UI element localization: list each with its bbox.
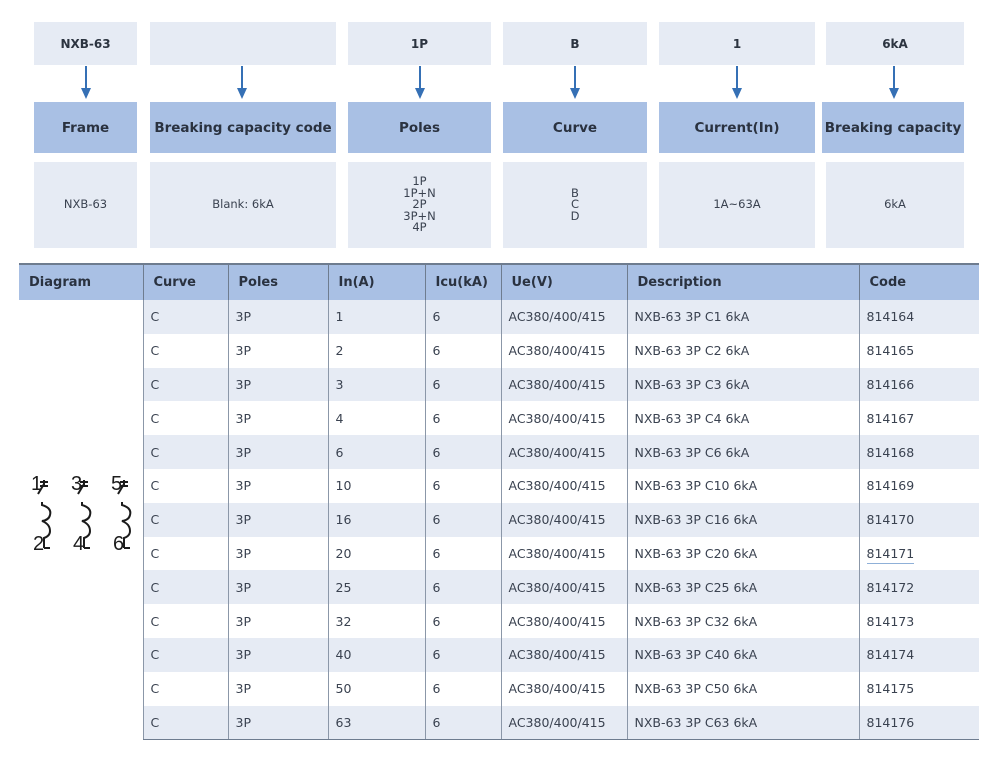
cell-icu: 6 xyxy=(425,368,501,402)
cell-ue: AC380/400/415 xyxy=(501,469,627,503)
cell-ue: AC380/400/415 xyxy=(501,706,627,740)
cell-in: 25 xyxy=(328,570,425,604)
cell-poles: 3P xyxy=(228,537,328,571)
cell-curve: C xyxy=(143,604,228,638)
cell-curve: C xyxy=(143,570,228,604)
table-row xyxy=(19,401,979,435)
cell-poles: 3P xyxy=(228,638,328,672)
wiring-diagram xyxy=(19,300,143,739)
header-current: Current(In) xyxy=(659,102,815,153)
table-row xyxy=(19,469,979,503)
cell-ue: AC380/400/415 xyxy=(501,570,627,604)
cell-in: 63 xyxy=(328,706,425,740)
cell-code: 814165 xyxy=(859,334,979,368)
value-text: 1P+N xyxy=(403,185,436,200)
column-header: Curve xyxy=(143,264,228,300)
cell-ue: AC380/400/415 xyxy=(501,537,627,571)
code-breaking-capacity: 6kA xyxy=(826,22,964,65)
cell-icu: 6 xyxy=(425,638,501,672)
cell-icu: 6 xyxy=(425,435,501,469)
value-text: B xyxy=(571,185,579,200)
cell-curve: C xyxy=(143,469,228,503)
cell-description: NXB-63 3P C32 6kA xyxy=(627,604,859,638)
cell-ue: AC380/400/415 xyxy=(501,401,627,435)
cell-curve: C xyxy=(143,435,228,469)
cell-description: NXB-63 3P C3 6kA xyxy=(627,368,859,402)
table-row xyxy=(19,706,979,740)
header-breaking-capacity: Breaking capacity xyxy=(822,102,964,153)
cell-description: NXB-63 3P C2 6kA xyxy=(627,334,859,368)
value-text: 3P+N xyxy=(403,208,436,223)
cell-code: 814170 xyxy=(859,503,979,537)
cell-description: NXB-63 3P C10 6kA xyxy=(627,469,859,503)
cell-in: 20 xyxy=(328,537,425,571)
terminal-label: 1 xyxy=(31,473,43,496)
cell-code xyxy=(859,537,979,571)
cell-in: 4 xyxy=(328,401,425,435)
cell-description: NXB-63 3P C25 6kA xyxy=(627,570,859,604)
column-header: In(A) xyxy=(328,264,425,300)
cell-in: 40 xyxy=(328,638,425,672)
cell-in: 3 xyxy=(328,368,425,402)
cell-icu: 6 xyxy=(425,300,501,334)
down-arrow-icon xyxy=(415,66,425,100)
code-poles: 1P xyxy=(348,22,491,65)
cell-icu: 6 xyxy=(425,604,501,638)
value-text: 4P xyxy=(412,220,427,235)
cell-curve: C xyxy=(143,638,228,672)
cell-icu: 6 xyxy=(425,503,501,537)
cell-ue: AC380/400/415 xyxy=(501,604,627,638)
cell-curve: C xyxy=(143,368,228,402)
value-text: D xyxy=(570,208,580,223)
terminal-label: 4 xyxy=(73,533,85,556)
header-breaking-capacity-code: Breaking capacity code xyxy=(150,102,336,153)
code-curve: B xyxy=(503,22,647,65)
terminal-label: 6 xyxy=(113,533,125,556)
terminal-label: 3 xyxy=(71,473,83,496)
cell-in: 32 xyxy=(328,604,425,638)
cell-code: 814166 xyxy=(859,368,979,402)
cell-poles: 3P xyxy=(228,570,328,604)
table-row xyxy=(19,334,979,368)
value-curve xyxy=(503,162,647,248)
cell-poles: 3P xyxy=(228,706,328,740)
down-arrow-icon xyxy=(81,66,91,100)
cell-code: 814174 xyxy=(859,638,979,672)
table-row xyxy=(19,435,979,469)
table-row xyxy=(19,638,979,672)
cell-in: 1 xyxy=(328,300,425,334)
value-text: 2P xyxy=(412,197,427,212)
header-poles: Poles xyxy=(348,102,491,153)
terminal-label: 5 xyxy=(111,473,123,496)
cell-icu: 6 xyxy=(425,537,501,571)
cell-curve: C xyxy=(143,334,228,368)
cell-code: 814169 xyxy=(859,469,979,503)
value-current xyxy=(659,162,815,248)
header-curve: Curve xyxy=(503,102,647,153)
cell-icu: 6 xyxy=(425,570,501,604)
cell-curve: C xyxy=(143,672,228,706)
cell-code: 814172 xyxy=(859,570,979,604)
cell-description: NXB-63 3P C20 6kA xyxy=(627,537,859,571)
value-poles xyxy=(348,162,491,248)
cell-poles: 3P xyxy=(228,300,328,334)
terminal-label: 2 xyxy=(33,533,45,556)
cell-curve: C xyxy=(143,503,228,537)
cell-poles: 3P xyxy=(228,401,328,435)
down-arrow-icon xyxy=(237,66,247,100)
value-text: 1P xyxy=(412,174,427,189)
three-pole-breaker-diagram-icon xyxy=(19,458,143,578)
cell-ue: AC380/400/415 xyxy=(501,300,627,334)
table-row xyxy=(19,300,979,334)
cell-description: NXB-63 3P C1 6kA xyxy=(627,300,859,334)
cell-description: NXB-63 3P C16 6kA xyxy=(627,503,859,537)
cell-description: NXB-63 3P C40 6kA xyxy=(627,638,859,672)
code-text: 814171 xyxy=(867,546,915,564)
cell-description: NXB-63 3P C50 6kA xyxy=(627,672,859,706)
table-row xyxy=(19,368,979,402)
value-frame xyxy=(34,162,137,248)
table-row xyxy=(19,503,979,537)
cell-code: 814168 xyxy=(859,435,979,469)
value-text: 1A~63A xyxy=(713,197,761,212)
column-header: Code xyxy=(859,264,979,300)
value-text: Blank: 6kA xyxy=(212,197,274,212)
cell-ue: AC380/400/415 xyxy=(501,334,627,368)
table-row xyxy=(19,604,979,638)
product-table xyxy=(19,263,979,740)
column-header: Icu(kA) xyxy=(425,264,501,300)
cell-ue: AC380/400/415 xyxy=(501,638,627,672)
value-text: NXB-63 xyxy=(63,197,108,212)
cell-description: NXB-63 3P C6 6kA xyxy=(627,435,859,469)
cell-code: 814167 xyxy=(859,401,979,435)
value-text: 6kA xyxy=(884,197,906,212)
cell-icu: 6 xyxy=(425,706,501,740)
value-text: C xyxy=(570,197,579,212)
cell-ue: AC380/400/415 xyxy=(501,368,627,402)
code-breaking-capacity-code xyxy=(150,22,336,65)
column-header: Description xyxy=(627,264,859,300)
cell-in: 16 xyxy=(328,503,425,537)
cell-poles: 3P xyxy=(228,503,328,537)
value-breaking-capacity xyxy=(826,162,964,248)
cell-ue: AC380/400/415 xyxy=(501,435,627,469)
table-row xyxy=(19,570,979,604)
cell-icu: 6 xyxy=(425,469,501,503)
cell-icu: 6 xyxy=(425,334,501,368)
code-frame: NXB-63 xyxy=(34,22,137,65)
cell-poles: 3P xyxy=(228,334,328,368)
value-breaking-capacity-code xyxy=(150,162,336,248)
cell-curve: C xyxy=(143,401,228,435)
cell-poles: 3P xyxy=(228,368,328,402)
cell-in: 50 xyxy=(328,672,425,706)
down-arrow-icon xyxy=(570,66,580,100)
cell-code: 814173 xyxy=(859,604,979,638)
code-current: 1 xyxy=(659,22,815,65)
column-header: Ue(V) xyxy=(501,264,627,300)
cell-in: 2 xyxy=(328,334,425,368)
cell-code: 814176 xyxy=(859,706,979,740)
cell-curve: C xyxy=(143,537,228,571)
table-row xyxy=(19,672,979,706)
cell-poles: 3P xyxy=(228,469,328,503)
down-arrow-icon xyxy=(889,66,899,100)
cell-icu: 6 xyxy=(425,401,501,435)
cell-poles: 3P xyxy=(228,604,328,638)
cell-description: NXB-63 3P C63 6kA xyxy=(627,706,859,740)
cell-in: 10 xyxy=(328,469,425,503)
cell-in: 6 xyxy=(328,435,425,469)
cell-ue: AC380/400/415 xyxy=(501,672,627,706)
cell-code: 814175 xyxy=(859,672,979,706)
down-arrow-icon xyxy=(732,66,742,100)
column-header: Poles xyxy=(228,264,328,300)
cell-description: NXB-63 3P C4 6kA xyxy=(627,401,859,435)
table-header-row xyxy=(19,264,979,300)
cell-curve: C xyxy=(143,300,228,334)
table-row xyxy=(19,537,979,571)
column-header: Diagram xyxy=(19,264,143,300)
cell-curve: C xyxy=(143,706,228,740)
header-frame: Frame xyxy=(34,102,137,153)
cell-icu: 6 xyxy=(425,672,501,706)
cell-ue: AC380/400/415 xyxy=(501,503,627,537)
cell-poles: 3P xyxy=(228,435,328,469)
cell-poles: 3P xyxy=(228,672,328,706)
cell-code: 814164 xyxy=(859,300,979,334)
